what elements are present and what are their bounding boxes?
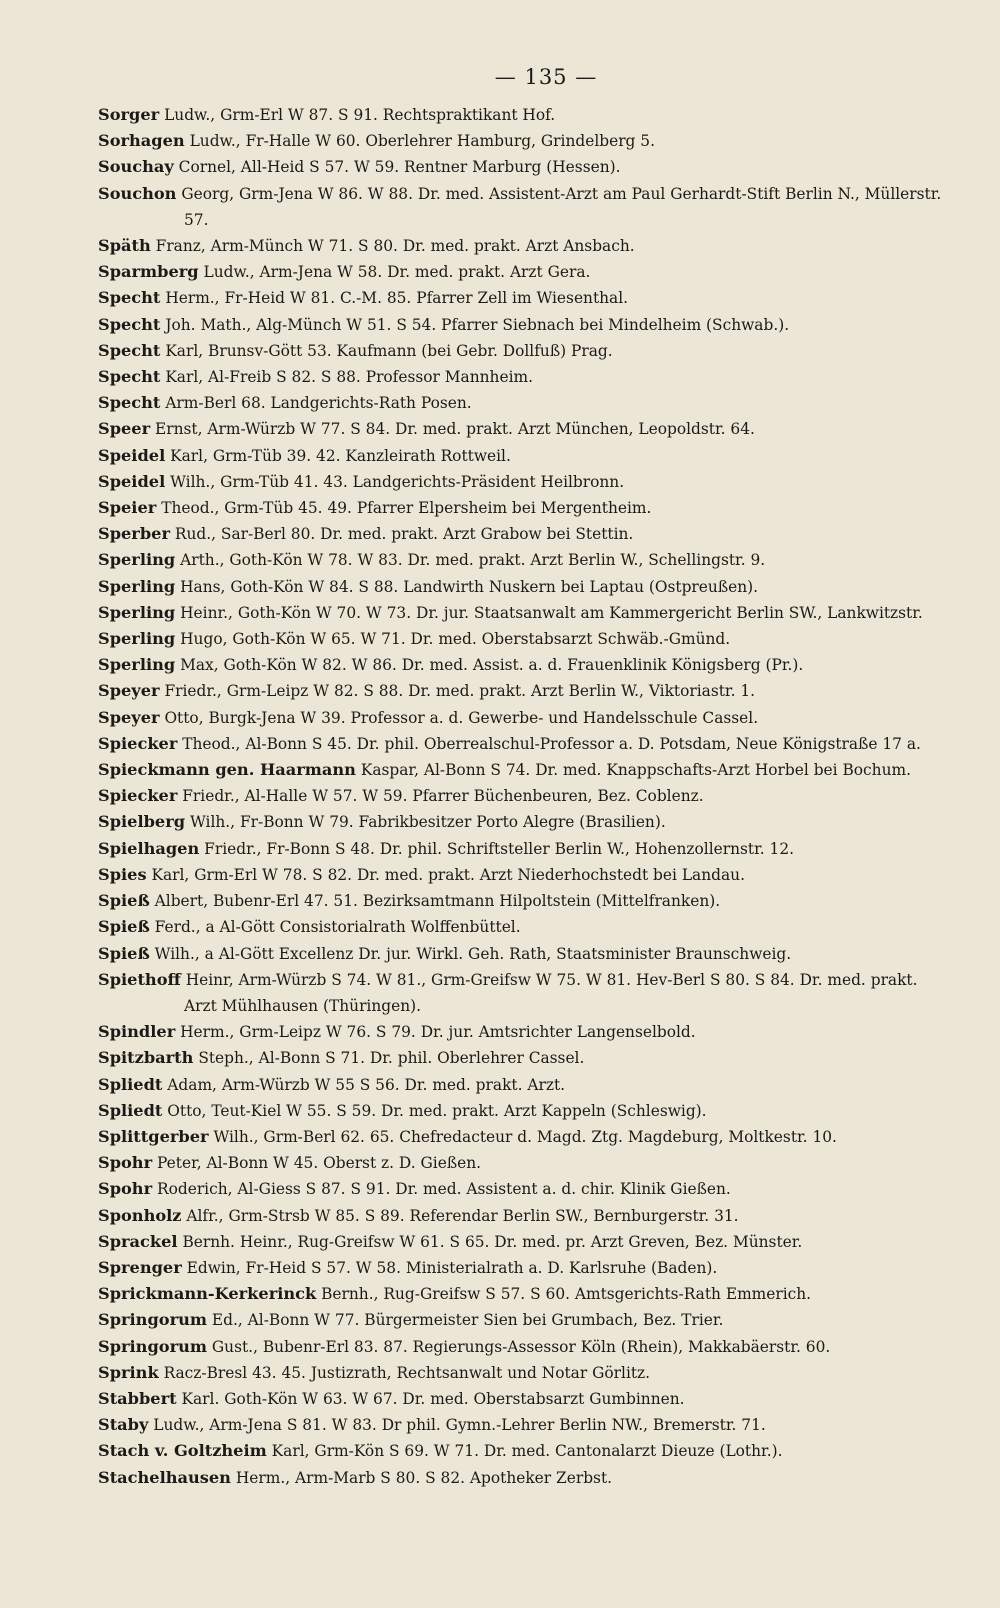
list-item xyxy=(98,102,948,128)
entry-surname: Spies xyxy=(98,864,147,884)
entry-details: Joh. Math., Alg-Münch W 51. S 54. Pfarrer Siebnach bei Mindelheim (Schwab.). xyxy=(160,315,790,334)
entry-surname: Spieß xyxy=(98,891,150,911)
entry-surname: Spliedt xyxy=(98,1074,163,1094)
entry-details: Friedr., Grm-Leipz W 82. S 88. Dr. med. prakt. Arzt Berlin W., Viktoriastr. 1. xyxy=(159,682,756,701)
list-item xyxy=(98,312,948,338)
entry-surname: Souchon xyxy=(98,183,177,203)
entry-details: Ferd., a Al-Gött Consistorialrath Wolffenbüttel. xyxy=(149,918,521,937)
list-item xyxy=(98,416,948,442)
entry-details: Hans, Goth-Kön W 84. S 88. Landwirth Nuskern bei Laptau (Ostpreußen). xyxy=(175,577,759,596)
entry-surname: Spohr xyxy=(98,1153,153,1173)
list-item xyxy=(98,495,948,521)
list-item xyxy=(98,809,948,835)
entry-surname: Spielberg xyxy=(98,812,186,832)
entry-surname: Souchay xyxy=(98,157,174,177)
entry-details: Roderich, Al-Giess S 87. S 91. Dr. med. Assistent a. d. chir. Klinik Gießen. xyxy=(152,1180,731,1199)
entry-details: Ludw., Grm-Erl W 87. S 91. Rechtspraktikant Hof. xyxy=(159,106,556,124)
entry-surname: Sprickmann-Kerkerinck xyxy=(98,1284,317,1304)
entry-details: Bernh., Rug-Greifsw S 57. S 60. Amtsgerichts-Rath Emmerich. xyxy=(316,1285,812,1304)
list-item xyxy=(98,626,948,652)
list-item xyxy=(98,1229,948,1255)
entry-surname: Sperling xyxy=(98,576,176,596)
entry-surname: Sperber xyxy=(98,524,170,544)
entry-surname: Specht xyxy=(98,288,161,308)
entry-surname: Sprink xyxy=(98,1362,159,1382)
entry-surname: Sperling xyxy=(98,629,176,649)
entry-details: Wilh., a Al-Gött Excellenz Dr. jur. Wirkl. Geh. Rath, Staatsminister Braunschweig. xyxy=(149,944,792,963)
list-item xyxy=(98,574,948,600)
list-item xyxy=(98,1124,948,1150)
entry-surname: Sponholz xyxy=(98,1205,182,1225)
entry-details: Alfr., Grm-Strsb W 85. S 89. Referendar Berlin SW., Bernburgerstr. 31. xyxy=(181,1206,739,1225)
list-item xyxy=(98,941,948,967)
entry-surname: Stach v. Goltzheim xyxy=(98,1441,267,1461)
entry-surname: Stachelhausen xyxy=(98,1467,231,1487)
entry-details: Kaspar, Al-Bonn S 74. Dr. med. Knappschafts-Arzt Horbel bei Bochum. xyxy=(355,761,911,780)
list-item xyxy=(98,128,948,154)
entry-details: Arm-Berl 68. Landgerichts-Rath Posen. xyxy=(160,394,472,413)
entry-details: Theod., Grm-Tüb 45. 49. Pfarrer Elpersheim bei Mergentheim. xyxy=(156,499,652,518)
entry-details: Racz-Bresl 43. 45. Justizrath, Rechtsanwalt und Notar Görlitz. xyxy=(158,1363,651,1382)
list-item xyxy=(98,1334,948,1360)
list-item xyxy=(98,914,948,940)
entry-surname: Sprenger xyxy=(98,1257,182,1277)
entry-surname: Spielhagen xyxy=(98,838,200,858)
entry-surname: Staby xyxy=(98,1415,149,1435)
list-item xyxy=(98,364,948,390)
entry-details: Cornel, All-Heid S 57. W 59. Rentner Marburg (Hessen). xyxy=(173,158,621,177)
entry-details: Theod., Al-Bonn S 45. Dr. phil. Oberrealschul-Professor a. D. Potsdam, Neue Königstraße 17 a. xyxy=(177,734,921,753)
entry-surname: Specht xyxy=(98,340,161,360)
entry-details: Hugo, Goth-Kön W 65. W 71. Dr. med. Oberstabsarzt Schwäb.-Gmünd. xyxy=(175,630,731,649)
list-item xyxy=(98,888,948,914)
entry-details: Friedr., Fr-Bonn S 48. Dr. phil. Schriftsteller Berlin W., Hohenzollernstr. 12. xyxy=(199,839,795,858)
entry-details: Herm., Arm-Marb S 80. S 82. Apotheker Zerbst. xyxy=(230,1468,613,1487)
entry-surname: Sperling xyxy=(98,602,176,622)
entry-surname: Spieckmann gen. Haarmann xyxy=(98,760,356,780)
entry-details: Ludw., Arm-Jena W 58. Dr. med. prakt. Arzt Gera. xyxy=(198,263,591,282)
list-item xyxy=(98,154,948,180)
list-item xyxy=(98,1360,948,1386)
entry-surname: Speyer xyxy=(98,707,160,727)
list-item xyxy=(98,469,948,495)
list-item xyxy=(98,1438,948,1464)
page-number: — 135 — xyxy=(494,65,598,89)
entry-details: Wilh., Grm-Tüb 41. 43. Landgerichts-Präsident Heilbronn. xyxy=(165,472,625,491)
entry-details: Karl, Grm-Tüb 39. 42. Kanzleirath Rottweil. xyxy=(165,446,511,465)
entry-surname: Sperling xyxy=(98,655,176,675)
list-item xyxy=(98,233,948,259)
entry-surname: Sparmberg xyxy=(98,262,199,282)
list-item xyxy=(98,259,948,285)
entry-list xyxy=(98,102,948,1491)
list-item xyxy=(98,678,948,704)
list-item xyxy=(98,1176,948,1202)
entry-surname: Spieß xyxy=(98,917,150,937)
list-item xyxy=(98,1386,948,1412)
entry-details: Bernh. Heinr., Rug-Greifsw W 61. S 65. Dr. med. pr. Arzt Greven, Bez. Münster. xyxy=(177,1232,803,1251)
entry-details: Ernst, Arm-Würzb W 77. S 84. Dr. med. prakt. Arzt München, Leopoldstr. 64. xyxy=(150,420,755,439)
entry-surname: Springorum xyxy=(98,1310,207,1330)
list-item xyxy=(98,1098,948,1124)
entry-details: Arth., Goth-Kön W 78. W 83. Dr. med. prakt. Arzt Berlin W., Schellingstr. 9. xyxy=(175,551,766,570)
list-item xyxy=(98,1465,948,1491)
entry-details: Peter, Al-Bonn W 45. Oberst z. D. Gießen. xyxy=(152,1154,482,1173)
entry-details: Max, Goth-Kön W 82. W 86. Dr. med. Assist. a. d. Frauenklinik Königsberg (Pr.). xyxy=(175,656,804,675)
entry-details: Karl, Grm-Kön S 69. W 71. Dr. med. Cantonalarzt Dieuze (Lothr.). xyxy=(266,1442,783,1461)
entry-details: Ludw., Arm-Jena S 81. W 83. Dr phil. Gymn.-Lehrer Berlin NW., Bremerstr. 71. xyxy=(148,1416,766,1435)
list-item xyxy=(98,652,948,678)
entry-details: Karl, Grm-Erl W 78. S 82. Dr. med. prakt. Arzt Niederhochstedt bei Landau. xyxy=(146,865,745,884)
entry-surname: Sorger xyxy=(98,105,160,124)
list-item xyxy=(98,547,948,573)
entry-surname: Sperling xyxy=(98,550,176,570)
list-item xyxy=(98,338,948,364)
list-item xyxy=(98,1281,948,1307)
entry-details: Heinr, Arm-Würzb S 74. W 81., Grm-Greifsw W 75. W 81. Hev-Berl S 80. S 84. Dr. med. prakt. Arzt Mühlhausen (Thüringen). xyxy=(180,970,918,1015)
entry-details: Ed., Al-Bonn W 77. Bürgermeister Sien bei Grumbach, Bez. Trier. xyxy=(207,1311,724,1330)
entry-surname: Späth xyxy=(98,236,151,256)
list-item xyxy=(98,757,948,783)
list-item xyxy=(98,181,948,233)
list-item xyxy=(98,1255,948,1281)
list-item xyxy=(98,1019,948,1045)
entry-surname: Sprackel xyxy=(98,1231,178,1251)
entry-surname: Spliedt xyxy=(98,1100,163,1120)
list-item xyxy=(98,731,948,757)
entry-details: Albert, Bubenr-Erl 47. 51. Bezirksamtmann Hilpoltstein (Mittelfranken). xyxy=(149,892,721,911)
list-item xyxy=(98,390,948,416)
entry-surname: Springorum xyxy=(98,1336,207,1356)
entry-details: Karl, Brunsv-Gött 53. Kaufmann (bei Gebr. Dollfuß) Prag. xyxy=(160,341,613,360)
entry-details: Friedr., Al-Halle W 57. W 59. Pfarrer Büchenbeuren, Bez. Coblenz. xyxy=(177,787,704,806)
entry-surname: Spindler xyxy=(98,1022,176,1042)
entry-surname: Sorhagen xyxy=(98,131,185,151)
list-item xyxy=(98,1150,948,1176)
entry-surname: Speidel xyxy=(98,445,166,465)
list-item xyxy=(98,1203,948,1229)
list-item xyxy=(98,521,948,547)
entry-details: Wilh., Fr-Bonn W 79. Fabrikbesitzer Porto Alegre (Brasilien). xyxy=(185,813,666,832)
entry-surname: Specht xyxy=(98,393,161,413)
entry-details: Otto, Burgk-Jena W 39. Professor a. d. Gewerbe- und Handelsschule Cassel. xyxy=(159,708,759,727)
entry-surname: Spitzbarth xyxy=(98,1048,194,1068)
list-item xyxy=(98,600,948,626)
entry-details: Ludw., Fr-Halle W 60. Oberlehrer Hamburg, Grindelberg 5. xyxy=(184,132,655,151)
entry-surname: Speidel xyxy=(98,471,166,491)
entry-surname: Spieß xyxy=(98,943,150,963)
list-item xyxy=(98,783,948,809)
entry-surname: Spohr xyxy=(98,1179,153,1199)
list-item xyxy=(98,1045,948,1071)
entry-surname: Spiecker xyxy=(98,786,178,806)
list-item xyxy=(98,967,948,1019)
entry-surname: Speyer xyxy=(98,681,160,701)
list-item xyxy=(98,862,948,888)
entry-details: Adam, Arm-Würzb W 55 S 56. Dr. med. prakt. Arzt. xyxy=(162,1075,566,1094)
list-item xyxy=(98,836,948,862)
entry-surname: Stabbert xyxy=(98,1388,177,1408)
entry-details: Herm., Grm-Leipz W 76. S 79. Dr. jur. Amtsrichter Langenselbold. xyxy=(175,1023,696,1042)
entry-details: Karl. Goth-Kön W 63. W 67. Dr. med. Oberstabsarzt Gumbinnen. xyxy=(176,1389,685,1408)
entry-surname: Speier xyxy=(98,498,157,518)
entry-details: Steph., Al-Bonn S 71. Dr. phil. Oberlehrer Cassel. xyxy=(193,1049,585,1068)
list-item xyxy=(98,1307,948,1333)
list-item xyxy=(98,443,948,469)
entry-surname: Specht xyxy=(98,314,161,334)
entry-details: Wilh., Grm-Berl 62. 65. Chefredacteur d. Magd. Ztg. Magdeburg, Moltkestr. 10. xyxy=(208,1127,837,1146)
entry-details: Edwin, Fr-Heid S 57. W 58. Ministerialrath a. D. Karlsruhe (Baden). xyxy=(181,1258,718,1277)
entry-surname: Spiecker xyxy=(98,733,178,753)
entry-details: Gust., Bubenr-Erl 83. 87. Regierungs-Assessor Köln (Rhein), Makkabäerstr. 60. xyxy=(207,1337,831,1356)
entry-details: Georg, Grm-Jena W 86. W 88. Dr. med. Assistent-Arzt am Paul Gerhardt-Stift Berlin N., Müllerstr. 57. xyxy=(176,184,942,229)
entry-details: Karl, Al-Freib S 82. S 88. Professor Mannheim. xyxy=(160,368,533,387)
entry-details: Rud., Sar-Berl 80. Dr. med. prakt. Arzt Grabow bei Stettin. xyxy=(169,525,634,544)
list-item xyxy=(98,1072,948,1098)
entry-details: Otto, Teut-Kiel W 55. S 59. Dr. med. prakt. Arzt Kappeln (Schleswig). xyxy=(162,1101,707,1120)
entry-details: Heinr., Goth-Kön W 70. W 73. Dr. jur. Staatsanwalt am Kammergericht Berlin SW., Lankwitzstr. xyxy=(175,603,923,622)
list-item xyxy=(98,285,948,311)
list-item xyxy=(98,705,948,731)
entry-details: Herm., Fr-Heid W 81. C.-M. 85. Pfarrer Zell im Wiesenthal. xyxy=(160,289,629,308)
list-item xyxy=(98,1412,948,1438)
entry-surname: Splittgerber xyxy=(98,1126,209,1146)
entry-surname: Speer xyxy=(98,419,151,439)
entry-surname: Spiethoff xyxy=(98,969,181,989)
entry-surname: Specht xyxy=(98,367,161,387)
entry-details: Franz, Arm-Münch W 71. S 80. Dr. med. prakt. Arzt Ansbach. xyxy=(150,237,635,256)
